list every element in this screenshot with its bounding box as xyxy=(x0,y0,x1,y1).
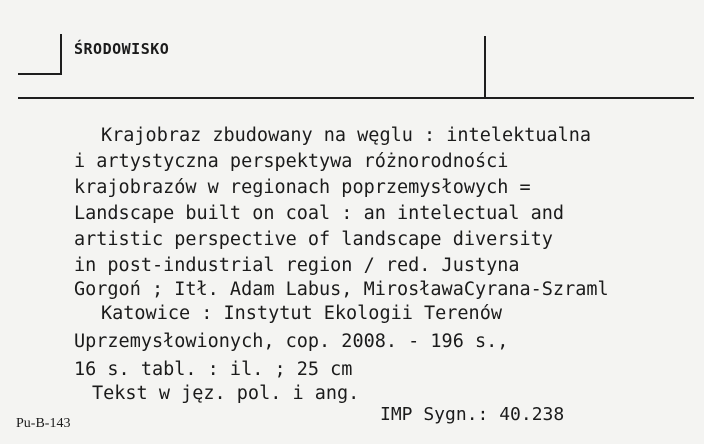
entry-line: Tekst w jęz. pol. i ang. xyxy=(92,383,360,404)
call-number: IMP Sygn.: 40.238 xyxy=(380,404,565,425)
entry-line: Krajobraz zbudowany na węglu : intelektualna xyxy=(101,125,592,146)
shelf-code: Pu-B-143 xyxy=(16,416,71,431)
entry-line: Katowice : Instytut Ekologii Terenów xyxy=(101,303,502,324)
entry-line: 16 s. tabl. : il. ; 25 cm xyxy=(74,359,353,380)
entry-line: Gorgoń ; Itł. Adam Labus, MirosławaCyrana-Szraml xyxy=(74,279,609,300)
entry-line: krajobrazów w regionach poprzemysłowych = xyxy=(74,177,531,198)
entry-line: artistic perspective of landscape diversity xyxy=(74,229,553,250)
subject-heading: ŚRODOWISKO xyxy=(74,40,170,58)
entry-line: i artystyczna perspektywa różnorodności xyxy=(74,151,509,172)
entry-line: Uprzemysłowionych, cop. 2008. - 196 s., xyxy=(74,331,509,352)
entry-line: in post-industrial region / red. Justyna xyxy=(74,255,520,276)
entry-line: Landscape built on coal : an intelectual and xyxy=(74,203,565,224)
